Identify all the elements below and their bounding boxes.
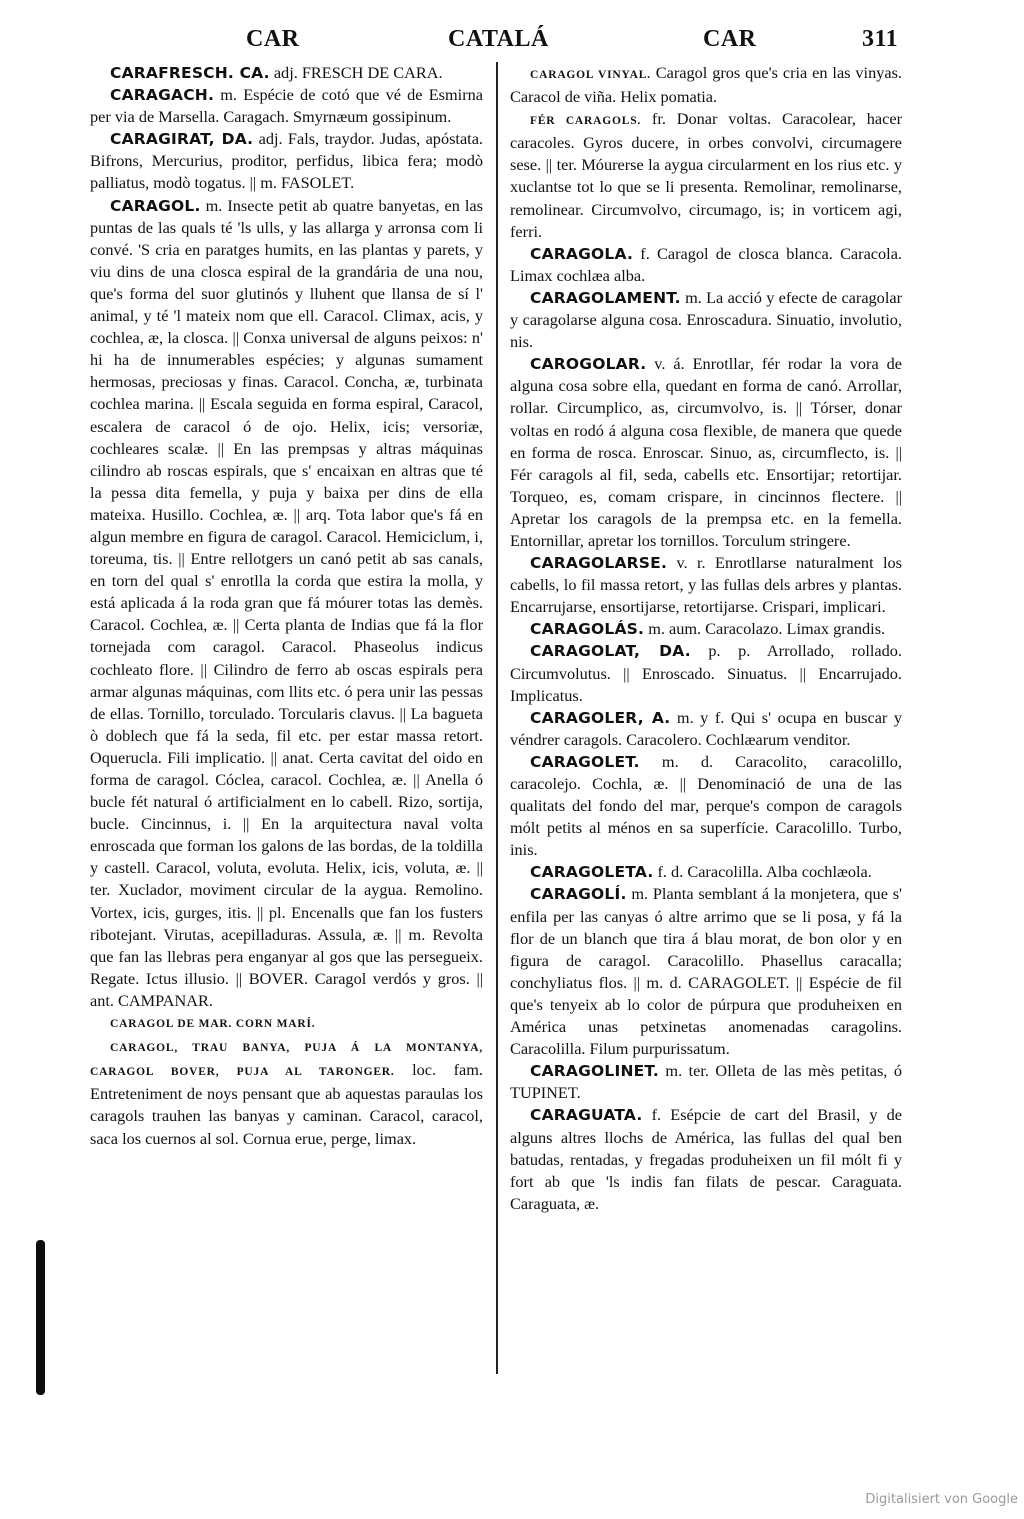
entry-definition: fr. Donar voltas. Caracolear, hacer caracoles. Gyros ducere, in orbes convolvi, circumagere sese. || ter. Móurerse la aygua circularment en los rius etc. y xuclantse tot lo que se li presenta. Remolinar, remolinarse, remolinear. Circumvolvo, circumago, is; in vorticem agi, ferri.: [510, 109, 902, 241]
entry-definition: f. Caragol de closca blanca. Caracola. Limax cochlæa alba.: [510, 243, 902, 285]
dictionary-entry: [90, 195, 483, 1012]
running-header: [0, 26, 1024, 60]
entry-definition: m. Planta semblant á la monjetera, que s' enfila per las canyas ó altre arrimo que se li posa, y fá la flor de un blanch que tira á blau morat, de bon olor y en figura de caragol. Caracolillo. Phasellus caracalla; conchyliatus flos. || m. d. CARAGOLET. || Espécie de fil que's tenyeix ab lo color de púrpura que produheixen en América unas petxinetas anomenadas caragolins. Caracolilla. Filum purpurissatum.: [510, 884, 902, 1059]
entry-definition: m. y f. Qui s' ocupa en buscar y véndrer caragols. Caracolero. Cochlæarum venditor.: [510, 707, 902, 749]
dictionary-entry: [510, 1060, 902, 1104]
entry-phrase: CARAGOL DE MAR. CORN MARÍ.: [110, 1018, 316, 1031]
entry-headword: CARAGOLETA.: [530, 863, 654, 882]
entry-headword: CARAGOL.: [110, 196, 201, 215]
entry-phrase: FÉR CARAGOLS.: [530, 115, 642, 128]
entry-headword: CARAGOLINET.: [530, 1062, 659, 1081]
entry-headword: CARAGACH.: [110, 86, 215, 105]
entry-headword: CARAGOLER, A.: [530, 708, 671, 727]
entry-definition: m. d. Caracolito, caracolillo, caracolejo. Cochla, æ. || Denominació de una de las qualitats del fondo del mar, perque's compon de caragols mólt petits al ménos en sa superfície. Caracolillo. Turbo, inis.: [510, 751, 902, 860]
dictionary-entry: [510, 62, 902, 108]
entry-definition: v. á. Enrotllar, fér rodar la vora de alguna cosa sobre ella, quedant en forma de canó. Arrollar, rollar. Circumplico, as, circumvolvo, is. || Tórser, donar voltas en rodó á alguna cosa flexible, de manera que quede en forma de rosca. Enroscar. Sinuo, as, circumflecto, is. || Fér caragols al fil, seda, cabells etc. Ensortijar; retortijar. Torqueo, es, comam crispare, in cincinnos flectere. || Apretar los caragols de la prempsa etc. en la femella. Entornillar, apretar los tornillos. Torculum stringere.: [510, 354, 902, 550]
header-left-guide-word: CAR: [246, 26, 300, 52]
digitization-watermark: Digitalisiert von Google: [865, 1492, 1018, 1507]
dictionary-entry: [90, 1035, 483, 1149]
entry-definition: adj. FRESCH DE CARA.: [269, 63, 443, 82]
entry-definition: f. Esépcie de cart del Brasil, y de alguns altres llochs de América, las fullas del qual ben batudas, rentadas, y fregadas produheixen un fil mólt fi y fort ab que 'ls indis fan filats de pescar. Caraguata. Caraguata, æ.: [510, 1105, 902, 1213]
scan-mark: [36, 1240, 45, 1395]
dictionary-entry: [90, 62, 483, 84]
entry-definition: adj. Fals, traydor. Judas, apóstata. Bifrons, Mercurius, proditor, perfidus, libica fera; modò palliatus, modò togatus. || m. FASOLET.: [90, 129, 483, 193]
entry-headword: CARAGOLA.: [530, 244, 634, 263]
dictionary-entry: [90, 128, 483, 194]
header-right-guide-word: CAR: [703, 26, 757, 52]
entry-definition: f. d. Caracolilla. Alba cochlæola.: [653, 862, 872, 882]
dictionary-entry: [510, 353, 902, 552]
dictionary-entry: [510, 751, 902, 861]
dictionary-entry: [90, 84, 483, 128]
dictionary-entry: [510, 287, 902, 353]
left-column: [90, 62, 483, 1150]
dictionary-entry: [510, 243, 902, 287]
entry-headword: CARAGOLET.: [530, 752, 640, 771]
column-divider: [496, 62, 498, 1374]
right-column: [510, 62, 902, 1215]
entry-headword: CARAGUATA.: [530, 1106, 643, 1125]
dictionary-entry: [510, 108, 902, 243]
dictionary-entry: [510, 552, 902, 618]
entry-phrase: CARAGOL, TRAU BANYA, PUJA Á LA MONTANYA, CARAGOL BOVER, PUJA AL TARONGER.: [90, 1042, 483, 1079]
entry-headword: CARAGOLARSE.: [530, 554, 668, 573]
entry-definition: m. aum. Caracolazo. Limax grandis.: [644, 619, 886, 639]
entry-definition: m. La acció y efecte de caragolar y caragolarse alguna cosa. Enroscadura. Sinuatio, involutio, nis.: [510, 287, 902, 352]
header-title: CATALÁ: [448, 26, 549, 52]
entry-definition: p. p. Arrollado, rollado. Circumvolutus. || Enroscado. Sinuatus. || Encarrujado. Implicatus.: [510, 641, 902, 705]
entry-headword: CAROGOLAR.: [530, 355, 647, 374]
entry-headword: CARAGOLAT, DA.: [530, 642, 691, 661]
dictionary-entry: [510, 640, 902, 706]
entry-definition: m. ter. Olleta de las mès petitas, ó TUPINET.: [510, 1061, 902, 1103]
entry-headword: CARAFRESCH. CA.: [110, 64, 270, 82]
page-number: 311: [862, 26, 899, 52]
entry-headword: CARAGOLÁS.: [530, 620, 645, 639]
entry-definition: m. Insecte petit ab quatre banyetas, en las puntas de las quals té 'ls ulls, y las allarga y arronsa com li convé. 'S cria en paratges humits, en las plantas y parets, y viu dins de una closca espiral de la grandária de una nou, que's forma del suor glutinós y lluhent que llansa de sí l' animal, y té 'l mateix nom que ell. Caracol. Climax, acis, y cochlea, æ, la closca. || Conxa universal de alguns peixos: n' hi ha de innumerables espécies; y algunas sumament hermosas, preciosas y finas. Caracol. Concha, æ, turbinata cochlea marina. || Escala seguida en forma espiral, Caracol, escalera de caracol ó de ojo. Helix, icis; versoriæ, cochleares scalæ. || En las prempsas y altras máquinas cilindro ab roscas espirals, que s' encaixan en altras que té la pessa dita femella, y puja y baixa per dins de ella mateixa. Husillo. Cochlea, æ. || arq. Tota labor que's fá en algun membre en figura de caragol. Caracol. Hemiciclum, i, toreuma, tis. || Entre rellotgers un canó petit ab sas canals, en torn del qual s' enrotlla la corda que estira la molla, y está aplicada á la roda gran que fá móurer totas las demès. Caracol. Cochlea, æ. || Certa planta de Indias que fá la flor tornejada com caragol. Caracol. Phaseolus indicus cochleato flore. || Cilindro de ferro ab oscas espirals pera armar algunas máquinas, com llits etc. ó pera unir las pessas de ellas. Tornillo, torculado. Torcularis clavus. || La bagueta ò doblech que fá la seda, fil etc. per estar massa retort. Oquerucla. Fili implicatio. || anat. Certa cavitat del oido en forma de caragol. Cóclea, caracol. Cochlea, æ. || Anella ó bucle fét natural ó artificialment en lo cabell. Rizo, sortija, bucle. Cincinnus, i. || En la arquitectura naval volta enroscada que forman los galons de las bordas, de la toldilla y castell. Caracol, voluta, evoluta. Helix, icis, voluta, æ. || ter. Xuclador, moviment circular de la aygua. Remolino. Vortex, icis, gurges, itis. || pl. Encenalls que fan los fusters ribotejant. Virutas, acepilladuras. Assula, æ. || m. Revolta que fan las llebras pera enganyar al gos que las persegueix. Regate. Ictus illusio. || BOVER. Caragol verdós y gros. || ant. CAMPANAR.: [90, 195, 483, 1010]
entry-definition: m. Espécie de cotó que vé de Esmirna per via de Marsella. Caragach. Smyrnæum gossipinum.: [90, 85, 483, 127]
dictionary-entry: [510, 883, 902, 1060]
entry-definition: v. r. Enrotllarse naturalment los cabells, lo fil massa retort, y las fullas dels arbres y plantas. Encarrujarse, ensortijarse, retortijarse. Crispari, implicari.: [510, 553, 902, 617]
dictionary-entry: [510, 707, 902, 751]
entry-headword: CARAGOLAMENT.: [530, 288, 681, 307]
entry-definition: Caragol gros que's cria en las vinyas. Caracol de viña. Helix pomatia.: [510, 63, 902, 107]
entry-phrase: CARAGOL VINYAL.: [530, 69, 651, 81]
entry-definition: loc. fam. Entreteniment de noys pensant que ab aquestas paraulas los caragols trauhen las banyas y caminan. Caracol, caracol, saca los cuernos al sol. Cornua erue, perge, limax.: [90, 1060, 483, 1148]
entry-headword: CARAGOLÍ.: [530, 885, 627, 904]
dictionary-entry: [510, 861, 902, 883]
dictionary-entry: [510, 618, 902, 640]
dictionary-entry: [90, 1012, 483, 1035]
entry-headword: CARAGIRAT, DA.: [110, 130, 254, 149]
dictionary-entry: [510, 1104, 902, 1214]
